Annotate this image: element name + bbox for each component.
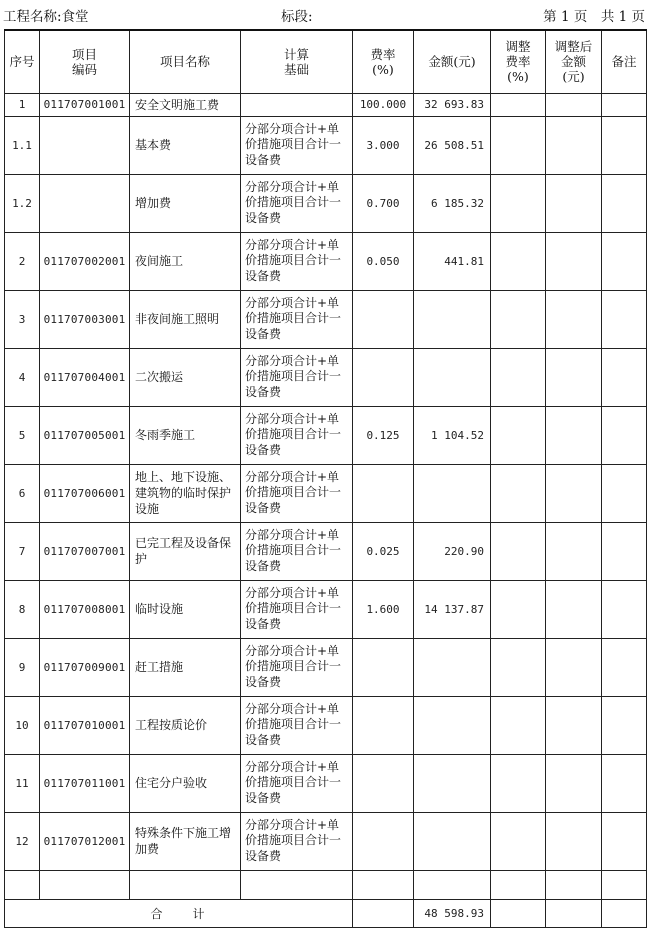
- row-adj-rate: [491, 232, 546, 290]
- table-row: [5, 290, 647, 348]
- row-seq: 8: [5, 580, 40, 638]
- row-item-name: 基本费: [130, 116, 241, 174]
- row-remark: [602, 174, 647, 232]
- row-seq: 7: [5, 522, 40, 580]
- row-amount: [414, 754, 491, 812]
- table-row: [5, 696, 647, 754]
- row-remark: [602, 348, 647, 406]
- table-row: [5, 174, 647, 232]
- total-remark-cell: [602, 899, 647, 927]
- row-code: 011707001001: [40, 93, 130, 116]
- col-seq-header: 序号: [5, 30, 40, 93]
- row-adj-rate: [491, 93, 546, 116]
- row-rate: [353, 348, 414, 406]
- row-amount: 220.90: [414, 522, 491, 580]
- row-code: [40, 174, 130, 232]
- row-amount: [414, 812, 491, 870]
- row-code: 011707005001: [40, 406, 130, 464]
- row-calc-basis: 分部分项合计+单价措施项目合计一设备费: [241, 754, 353, 812]
- row-code: 011707004001: [40, 348, 130, 406]
- row-amount: [414, 464, 491, 522]
- row-calc-basis: 分部分项合计+单价措施项目合计一设备费: [241, 348, 353, 406]
- row-amount: [414, 290, 491, 348]
- row-amount: 32 693.83: [414, 93, 491, 116]
- row-amount: 26 508.51: [414, 116, 491, 174]
- table-row: [5, 93, 647, 116]
- row-adj-rate: [491, 522, 546, 580]
- col-amount-header: 金额(元): [414, 30, 491, 93]
- table-row: [5, 348, 647, 406]
- row-calc-basis: [241, 93, 353, 116]
- row-seq: 1: [5, 93, 40, 116]
- row-item-name: 夜间施工: [130, 232, 241, 290]
- row-calc-basis: 分部分项合计+单价措施项目合计一设备费: [241, 174, 353, 232]
- row-item-name: 地上、地下设施、建筑物的临时保护设施: [130, 464, 241, 522]
- page-counter: 第 1 页 共 1 页: [543, 9, 645, 25]
- row-seq: 5: [5, 406, 40, 464]
- row-adj-amount: [546, 638, 602, 696]
- row-remark: [602, 232, 647, 290]
- row-adj-amount: [546, 580, 602, 638]
- row-remark: [602, 638, 647, 696]
- table-row: [5, 754, 647, 812]
- col-adj-amount-header: 调整后 金额 (元): [546, 30, 602, 93]
- row-rate: 0.700: [353, 174, 414, 232]
- row-rate: [353, 696, 414, 754]
- row-adj-rate: [491, 754, 546, 812]
- table-row: [5, 580, 647, 638]
- row-adj-amount: [546, 464, 602, 522]
- row-amount: 441.81: [414, 232, 491, 290]
- row-adj-amount: [546, 232, 602, 290]
- row-rate: [353, 290, 414, 348]
- row-code: 011707012001: [40, 812, 130, 870]
- row-calc-basis: 分部分项合计+单价措施项目合计一设备费: [241, 812, 353, 870]
- total-label: 合 计: [5, 899, 353, 927]
- row-calc-basis: 分部分项合计+单价措施项目合计一设备费: [241, 290, 353, 348]
- row-code: 011707009001: [40, 638, 130, 696]
- row-item-name: 工程按质论价: [130, 696, 241, 754]
- row-adj-amount: [546, 290, 602, 348]
- row-rate: 0.025: [353, 522, 414, 580]
- row-amount: [414, 638, 491, 696]
- col-rate-header: 费率 (%): [353, 30, 414, 93]
- row-code: 011707002001: [40, 232, 130, 290]
- row-seq: 3: [5, 290, 40, 348]
- total-adj-amount-cell: [546, 899, 602, 927]
- row-item-name: 安全文明施工费: [130, 93, 241, 116]
- row-remark: [602, 580, 647, 638]
- row-item-name: 赶工措施: [130, 638, 241, 696]
- table-row: [5, 464, 647, 522]
- row-item-name: 非夜间施工照明: [130, 290, 241, 348]
- row-rate: 1.600: [353, 580, 414, 638]
- row-seq: 12: [5, 812, 40, 870]
- row-seq: 9: [5, 638, 40, 696]
- table-row: [5, 116, 647, 174]
- row-calc-basis: 分部分项合计+单价措施项目合计一设备费: [241, 464, 353, 522]
- row-code: 011707003001: [40, 290, 130, 348]
- row-adj-rate: [491, 580, 546, 638]
- row-remark: [602, 522, 647, 580]
- col-remark-header: 备注: [602, 30, 647, 93]
- table-row: [5, 812, 647, 870]
- col-basis-header: 计算 基础: [241, 30, 353, 93]
- row-seq: 1.1: [5, 116, 40, 174]
- table-row: [5, 406, 647, 464]
- row-amount: [414, 348, 491, 406]
- row-remark: [602, 93, 647, 116]
- blank-row: [5, 870, 647, 899]
- row-adj-amount: [546, 93, 602, 116]
- row-seq: 2: [5, 232, 40, 290]
- document-header: [0, 0, 650, 28]
- row-calc-basis: 分部分项合计+单价措施项目合计一设备费: [241, 522, 353, 580]
- row-adj-rate: [491, 174, 546, 232]
- section-label: 标段:: [281, 9, 313, 25]
- row-seq: 10: [5, 696, 40, 754]
- row-remark: [602, 464, 647, 522]
- row-adj-rate: [491, 116, 546, 174]
- row-rate: 0.125: [353, 406, 414, 464]
- row-item-name: 临时设施: [130, 580, 241, 638]
- row-adj-amount: [546, 754, 602, 812]
- table-header-row: [5, 30, 647, 93]
- row-code: 011707006001: [40, 464, 130, 522]
- project-name: 工程名称:食堂: [3, 9, 89, 25]
- row-remark: [602, 812, 647, 870]
- row-remark: [602, 696, 647, 754]
- row-rate: 100.000: [353, 93, 414, 116]
- row-rate: 3.000: [353, 116, 414, 174]
- row-calc-basis: 分部分项合计+单价措施项目合计一设备费: [241, 116, 353, 174]
- total-rate-cell: [353, 899, 414, 927]
- row-item-name: 增加费: [130, 174, 241, 232]
- row-adj-amount: [546, 406, 602, 464]
- total-row: [5, 899, 647, 927]
- row-adj-rate: [491, 406, 546, 464]
- row-seq: 6: [5, 464, 40, 522]
- row-calc-basis: 分部分项合计+单价措施项目合计一设备费: [241, 232, 353, 290]
- row-item-name: 冬雨季施工: [130, 406, 241, 464]
- table-body: [5, 93, 647, 870]
- row-remark: [602, 290, 647, 348]
- row-seq: 11: [5, 754, 40, 812]
- row-rate: 0.050: [353, 232, 414, 290]
- row-adj-rate: [491, 696, 546, 754]
- row-code: [40, 116, 130, 174]
- total-amount: 48 598.93: [414, 899, 491, 927]
- col-code-header: 项目 编码: [40, 30, 130, 93]
- row-adj-amount: [546, 696, 602, 754]
- col-adj-rate-header: 调整 费率 (%): [491, 30, 546, 93]
- row-code: 011707007001: [40, 522, 130, 580]
- row-amount: 6 185.32: [414, 174, 491, 232]
- row-rate: [353, 638, 414, 696]
- col-name-header: 项目名称: [130, 30, 241, 93]
- row-adj-rate: [491, 290, 546, 348]
- row-adj-rate: [491, 638, 546, 696]
- table-row: [5, 232, 647, 290]
- row-adj-amount: [546, 348, 602, 406]
- row-remark: [602, 116, 647, 174]
- row-calc-basis: 分部分项合计+单价措施项目合计一设备费: [241, 638, 353, 696]
- row-calc-basis: 分部分项合计+单价措施项目合计一设备费: [241, 580, 353, 638]
- row-adj-rate: [491, 464, 546, 522]
- row-adj-amount: [546, 522, 602, 580]
- row-calc-basis: 分部分项合计+单价措施项目合计一设备费: [241, 406, 353, 464]
- row-calc-basis: 分部分项合计+单价措施项目合计一设备费: [241, 696, 353, 754]
- row-adj-amount: [546, 812, 602, 870]
- row-rate: [353, 812, 414, 870]
- row-code: 011707010001: [40, 696, 130, 754]
- row-seq: 4: [5, 348, 40, 406]
- row-remark: [602, 754, 647, 812]
- row-amount: 14 137.87: [414, 580, 491, 638]
- total-adj-rate-cell: [491, 899, 546, 927]
- row-item-name: 已完工程及设备保护: [130, 522, 241, 580]
- row-amount: [414, 696, 491, 754]
- measure-fee-table: [4, 29, 647, 928]
- table-row: [5, 638, 647, 696]
- row-item-name: 特殊条件下施工增加费: [130, 812, 241, 870]
- row-code: 011707011001: [40, 754, 130, 812]
- row-adj-amount: [546, 116, 602, 174]
- row-adj-amount: [546, 174, 602, 232]
- row-item-name: 二次搬运: [130, 348, 241, 406]
- row-rate: [353, 754, 414, 812]
- row-seq: 1.2: [5, 174, 40, 232]
- row-remark: [602, 406, 647, 464]
- row-code: 011707008001: [40, 580, 130, 638]
- row-adj-rate: [491, 348, 546, 406]
- row-item-name: 住宅分户验收: [130, 754, 241, 812]
- row-amount: 1 104.52: [414, 406, 491, 464]
- row-adj-rate: [491, 812, 546, 870]
- row-rate: [353, 464, 414, 522]
- table-row: [5, 522, 647, 580]
